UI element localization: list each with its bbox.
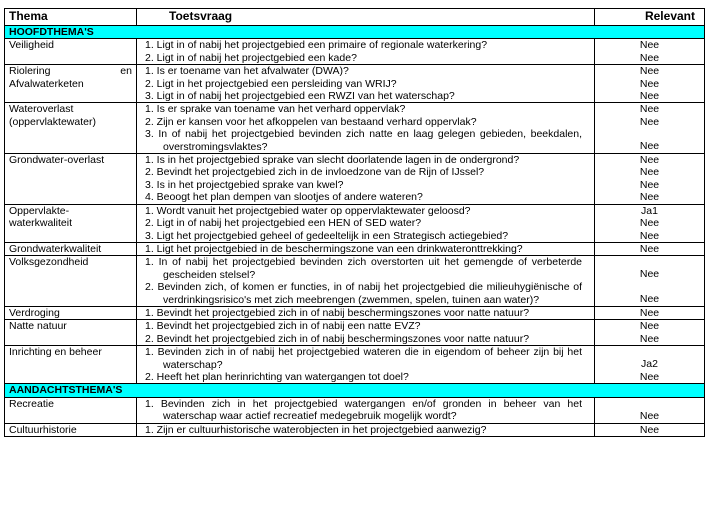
question-text: 1. Is er toename van het afvalwater (DWA)? xyxy=(145,65,349,78)
question-text: 1. Wordt vanuit het projectgebied water op oppervlaktewater geloosd? xyxy=(145,204,471,217)
relevant-value: Nee xyxy=(639,423,660,436)
relevant-value: Nee xyxy=(639,191,660,204)
relevant-value: Nee xyxy=(639,370,660,383)
table-row xyxy=(5,103,705,154)
toetsvraag-cell xyxy=(137,397,595,423)
relevant-value: Nee xyxy=(639,320,660,333)
header-toetsvraag: Toetsvraag xyxy=(137,9,595,26)
relevant-value: Nee xyxy=(639,140,660,153)
question-text: 2. Ligt in of nabij het projectgebied een HEN of SED water? xyxy=(145,217,422,230)
relevant-cell xyxy=(595,242,705,255)
relevant-value: Nee xyxy=(639,217,660,230)
relevant-cell xyxy=(595,397,705,423)
relevant-value: Nee xyxy=(639,166,660,179)
header-thema: Thema xyxy=(5,9,137,26)
thema-cell: Cultuurhistorie xyxy=(5,423,137,436)
thema-cell: Recreatie xyxy=(5,397,137,423)
question-text: 1. Is er sprake van toename van het verhard oppervlak? xyxy=(145,103,406,116)
table-row xyxy=(5,423,705,436)
relevant-value: Nee xyxy=(639,292,660,305)
table-row xyxy=(5,39,705,65)
relevant-value: Nee xyxy=(639,332,660,345)
relevant-cell xyxy=(595,306,705,319)
table-row xyxy=(5,346,705,384)
toetsvraag-cell xyxy=(137,65,595,103)
thema-cell: Verdroging xyxy=(5,306,137,319)
relevant-value: Nee xyxy=(639,77,660,90)
thema-cell: Grondwaterkwaliteit xyxy=(5,242,137,255)
question-text: 1. In of nabij het projectgebied bevinden zich overstorten uit het gemengde of verbeterde gescheiden stelsel? xyxy=(145,256,582,281)
relevant-value: Ja2 xyxy=(641,358,658,371)
question-text: 2. Bevinden zich, of komen er functies, in of nabij het projectgebied die milieuhygiënische of verdrinkingsrisico's met zich meebrengen (zwemmen, spelen, tuinen aan water)? xyxy=(145,281,582,306)
relevant-value: Nee xyxy=(639,154,660,167)
question-text: 1. Bevindt het projectgebied zich in of nabij beschermingszones voor natte natuur? xyxy=(145,306,530,319)
table-row xyxy=(5,242,705,255)
relevant-cell xyxy=(595,103,705,154)
question-text: 1. Bevindt het projectgebied zich in of nabij een natte EVZ? xyxy=(145,320,421,333)
table-row xyxy=(5,397,705,423)
toetsvraag-cell xyxy=(137,242,595,255)
watertoets-table xyxy=(4,8,705,437)
table-row xyxy=(5,65,705,103)
question-text: 3. Ligt in of nabij het projectgebied een RWZI van het waterschap? xyxy=(145,90,455,103)
header-relevant: Relevant xyxy=(595,9,705,26)
relevant-cell xyxy=(595,423,705,436)
thema-cell: Natte natuur xyxy=(5,320,137,346)
relevant-value: Nee xyxy=(639,103,660,116)
thema-cell: Inrichting en beheer xyxy=(5,346,137,384)
table-row xyxy=(5,204,705,242)
question-text: 3. In of nabij het projectgebied bevinden zich natte en laag gelegen gebieden, beekdalen, overstromingsvlaktes? xyxy=(145,128,582,153)
question-text: 2. Bevindt het projectgebied zich in de invloedzone van de Rijn of IJssel? xyxy=(145,166,485,179)
toetsvraag-cell xyxy=(137,154,595,205)
relevant-value: Nee xyxy=(639,115,660,128)
thema-cell: Grondwater-overlast xyxy=(5,154,137,205)
watertoets-document xyxy=(4,8,704,437)
question-text: 2. Heeft het plan herinrichting van watergangen tot doel? xyxy=(145,370,409,383)
relevant-cell xyxy=(595,320,705,346)
relevant-value: Nee xyxy=(639,409,660,422)
table-row xyxy=(5,320,705,346)
question-text: 2. Zijn er kansen voor het afkoppelen van bestaand verhard oppervlak? xyxy=(145,115,477,128)
relevant-cell xyxy=(595,154,705,205)
question-text: 1. Bevinden zich in het projectgebied watergangen en/of gronden in beheer van het waterschap waar actief recreatief medegebruik mogelijk wordt? xyxy=(145,397,582,423)
question-text: 2. Bevindt het projectgebied zich in of nabij beschermingszones voor natte natuur? xyxy=(145,332,530,345)
relevant-value: Nee xyxy=(639,65,660,78)
question-text: 3. Is in het projectgebied sprake van kwel? xyxy=(145,178,344,191)
thema-cell: Wateroverlast (oppervlaktewater) xyxy=(5,103,137,154)
question-text: 1. Ligt het projectgebied in de beschermingszone van een drinkwateronttrekking? xyxy=(145,242,523,255)
relevant-value: Nee xyxy=(639,39,660,52)
table-row xyxy=(5,256,705,307)
relevant-cell xyxy=(595,346,705,384)
table-row xyxy=(5,306,705,319)
relevant-value: Nee xyxy=(639,51,660,64)
relevant-cell xyxy=(595,256,705,307)
thema-cell: Veiligheid xyxy=(5,39,137,65)
question-text: 1. Ligt in of nabij het projectgebied een primaire of regionale waterkering? xyxy=(145,39,488,52)
relevant-value: Nee xyxy=(639,178,660,191)
relevant-value: Nee xyxy=(639,268,660,281)
relevant-value: Nee xyxy=(639,90,660,103)
section-title: AANDACHTSTHEMA'S xyxy=(5,384,705,397)
relevant-cell xyxy=(595,204,705,242)
question-text: 3. Ligt het projectgebied geheel of gedeeltelijk in een Strategisch actiegebied? xyxy=(145,229,509,242)
toetsvraag-cell xyxy=(137,346,595,384)
section-title: HOOFDTHEMA'S xyxy=(5,26,705,39)
toetsvraag-cell xyxy=(137,306,595,319)
relevant-value: Ja1 xyxy=(641,204,658,217)
relevant-value: Nee xyxy=(639,242,660,255)
question-text: 2. Ligt in het projectgebied een persleiding van WRIJ? xyxy=(145,77,397,90)
toetsvraag-cell xyxy=(137,103,595,154)
question-text: 4. Beoogt het plan dempen van slootjes of andere wateren? xyxy=(145,191,423,204)
section-header-row xyxy=(5,384,705,397)
toetsvraag-cell xyxy=(137,39,595,65)
question-text: 1. Bevinden zich in of nabij het projectgebied wateren die in eigendom of beheer zijn bij het waterschap? xyxy=(145,346,582,371)
question-text: 1. Zijn er cultuurhistorische waterobjecten in het projectgebied aanwezig? xyxy=(145,423,487,436)
table-header-row xyxy=(5,9,705,26)
toetsvraag-cell xyxy=(137,204,595,242)
thema-cell: Oppervlakte-waterkwaliteit xyxy=(5,204,137,242)
question-text: 1. Is in het projectgebied sprake van slecht doorlatende lagen in de ondergrond? xyxy=(145,154,520,167)
thema-cell: Riolering en Afvalwaterketen xyxy=(5,65,137,103)
table-row xyxy=(5,154,705,205)
relevant-cell xyxy=(595,65,705,103)
relevant-value: Nee xyxy=(639,229,660,242)
section-header-row xyxy=(5,26,705,39)
toetsvraag-cell xyxy=(137,256,595,307)
toetsvraag-cell xyxy=(137,423,595,436)
relevant-value: Nee xyxy=(639,306,660,319)
question-text: 2. Ligt in of nabij het projectgebied een kade? xyxy=(145,51,357,64)
toetsvraag-cell xyxy=(137,320,595,346)
relevant-cell xyxy=(595,39,705,65)
thema-cell: Volksgezondheid xyxy=(5,256,137,307)
